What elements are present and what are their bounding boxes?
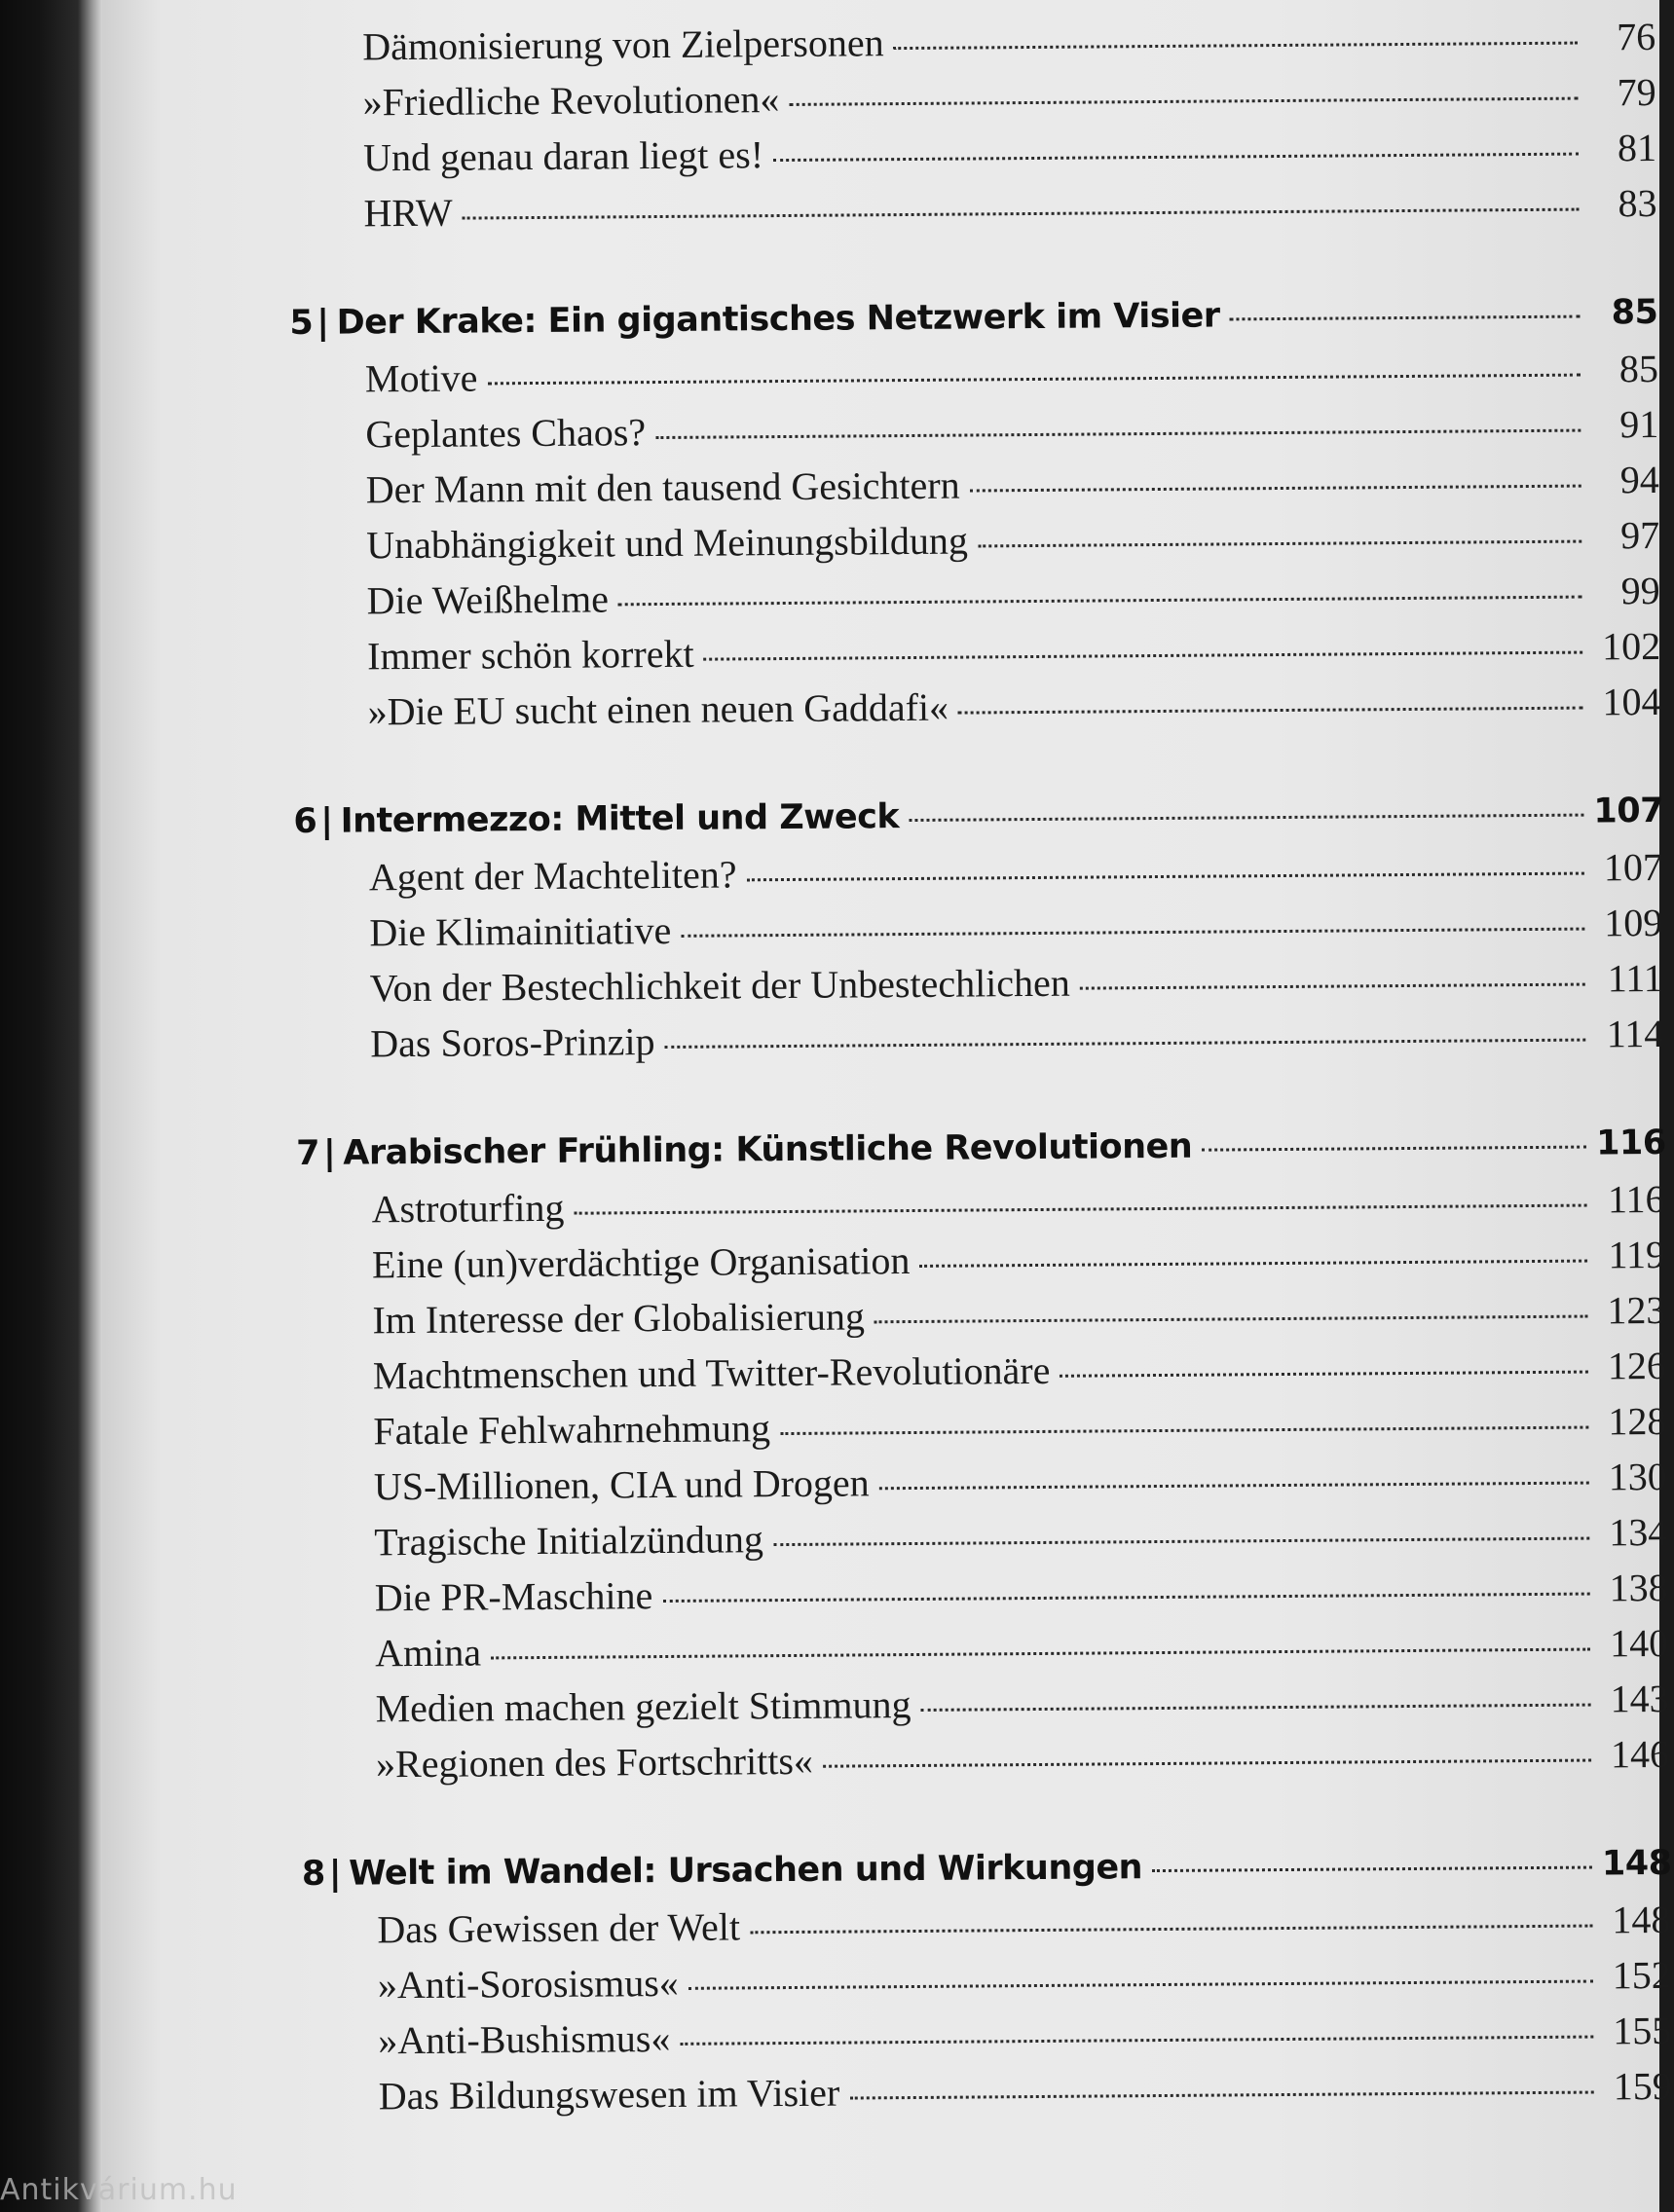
toc-entry-title: Dämonisierung von Zielpersonen <box>362 20 884 69</box>
chapter-title: Der Krake: Ein gigantisches Netzwerk im Visier <box>336 296 1220 343</box>
chapter-number: 5 <box>289 303 314 343</box>
toc-entry-page: 123 <box>1607 1287 1666 1333</box>
dot-leader <box>704 651 1583 661</box>
dot-leader <box>773 1537 1589 1547</box>
toc-entry-page: 107 <box>1603 844 1663 890</box>
toc-entry-title: US-Millionen, CIA und Drogen <box>373 1460 870 1509</box>
toc-entry-page: 97 <box>1620 512 1660 558</box>
toc-entry-page: 148 <box>1612 1897 1671 1942</box>
dot-leader <box>909 814 1583 822</box>
dot-leader <box>874 1315 1588 1324</box>
dot-leader <box>1230 315 1581 321</box>
toc-entry-page: 114 <box>1606 1011 1664 1056</box>
toc-entry-title: »Die EU sucht einen neuen Gaddafi« <box>367 684 949 734</box>
dot-leader <box>681 928 1584 938</box>
toc-entry-page: 126 <box>1607 1343 1667 1388</box>
toc-entry <box>288 175 1656 241</box>
chapter-page: 107 <box>1593 791 1664 831</box>
toc-entry-page: 146 <box>1610 1731 1670 1777</box>
book-page <box>102 0 1672 2212</box>
dot-leader <box>978 540 1581 548</box>
toc-entry-title: Der Mann mit den tausend Gesichtern <box>365 462 960 512</box>
toc-entry-page: 85 <box>1618 346 1659 391</box>
toc-entry-page: 116 <box>1607 1176 1665 1222</box>
dot-leader <box>921 1704 1591 1712</box>
toc-entry-title: Geplantes Chaos? <box>365 410 647 457</box>
toc-entry-title: Eine (un)verdächtige Organisation <box>371 1238 911 1287</box>
toc-entry-page: 81 <box>1617 125 1657 170</box>
toc-entry-title: »Friedliche Revolutionen« <box>362 77 780 125</box>
toc-entry-page: 91 <box>1619 401 1659 447</box>
toc-entry-page: 83 <box>1618 180 1657 226</box>
toc-entry-page: 99 <box>1620 568 1660 613</box>
dot-leader <box>655 429 1581 439</box>
dot-leader <box>789 97 1578 106</box>
toc-entry-title: Im Interesse der Globalisierung <box>372 1294 866 1343</box>
dot-leader <box>780 1426 1588 1436</box>
toc-entry-page: 130 <box>1608 1454 1667 1499</box>
dot-leader <box>879 1482 1589 1491</box>
toc-entry-title: Immer schön korrekt <box>366 631 694 679</box>
chapter-number: 8 <box>301 1854 325 1894</box>
toc-entry-page: 76 <box>1617 14 1656 59</box>
toc-entry-title: Motive <box>364 355 478 401</box>
toc-entry-page: 138 <box>1609 1565 1668 1610</box>
dot-leader <box>1080 983 1585 990</box>
toc-entry-page: 94 <box>1619 457 1659 502</box>
toc-entry-title: Das Soros-Prinzip <box>370 1019 655 1066</box>
toc-entry-title: Die PR-Maschine <box>374 1573 653 1620</box>
chapter-separator: | <box>320 801 333 841</box>
dot-leader <box>849 2091 1593 2100</box>
toc-entry <box>295 1006 1663 1072</box>
chapter-number: 7 <box>295 1133 320 1173</box>
dot-leader <box>1202 1146 1586 1152</box>
toc-entry-title: Unabhängigkeit und Meinungsbildung <box>366 518 969 568</box>
chapter-separator: | <box>328 1854 342 1894</box>
toc-entry <box>304 2058 1672 2124</box>
toc-entry-title: Und genau daran liegt es! <box>362 132 764 180</box>
toc-entry-page: 79 <box>1617 69 1656 115</box>
toc-entry-title: Von der Bestechlichkeit der Unbestechlichen <box>369 960 1071 1011</box>
chapter-page: 85 <box>1611 292 1658 333</box>
dot-leader <box>823 1759 1591 1768</box>
dot-leader <box>463 208 1580 220</box>
dot-leader <box>618 596 1582 607</box>
toc-entry-title: »Regionen des Fortschritts« <box>375 1738 814 1787</box>
dot-leader <box>574 1204 1586 1215</box>
toc-entry-page: 109 <box>1604 900 1663 945</box>
dot-leader <box>688 1980 1593 1990</box>
chapter-separator: | <box>322 1133 336 1173</box>
chapter-title: Welt im Wandel: Ursachen und Wirkungen <box>348 1848 1143 1894</box>
toc-entry-page: 143 <box>1610 1676 1669 1721</box>
toc-entry-page: 111 <box>1607 955 1663 1001</box>
toc-entry-title: Medien machen gezielt Stimmung <box>375 1682 911 1731</box>
dot-leader <box>491 1648 1590 1660</box>
toc-entry-title: Amina <box>375 1630 482 1676</box>
toc-entry-page: 155 <box>1613 2008 1672 2053</box>
toc-entry-page: 119 <box>1608 1232 1666 1277</box>
chapter-separator: | <box>316 303 329 343</box>
dot-leader <box>1152 1866 1592 1873</box>
dot-leader <box>894 42 1579 51</box>
chapter-page: 148 <box>1601 1843 1672 1884</box>
dot-leader <box>665 1039 1586 1049</box>
toc-entry-title: Fatale Fehlwahrnehmung <box>373 1406 771 1454</box>
chapter-page: 116 <box>1595 1123 1666 1163</box>
chapter-title: Intermezzo: Mittel und Zweck <box>340 797 900 841</box>
chapter-title: Arabischer Frühling: Künstliche Revolutionen <box>343 1126 1193 1173</box>
toc-entry-page: 104 <box>1602 679 1661 724</box>
toc-entry-page: 140 <box>1609 1620 1669 1666</box>
dot-leader <box>487 374 1580 386</box>
toc-entry-title: Das Gewissen der Welt <box>377 1904 741 1952</box>
dot-leader <box>773 153 1579 162</box>
toc-entry-page: 128 <box>1608 1398 1667 1444</box>
toc-entry-title: Die Weißhelme <box>366 576 610 623</box>
dot-leader <box>680 2036 1593 2046</box>
toc-entry-title: »Anti-Bushismus« <box>378 2015 671 2063</box>
toc-entry-title: Agent der Machteliten? <box>368 852 737 900</box>
dot-leader <box>750 1925 1592 1935</box>
dot-leader <box>1060 1371 1588 1378</box>
toc-entry-title: HRW <box>363 190 453 236</box>
toc-entry-page: 102 <box>1601 623 1661 669</box>
toc-entry-title: Das Bildungswesen im Visier <box>378 2070 840 2119</box>
toc-entry-page: 159 <box>1613 2063 1672 2109</box>
toc-entry-title: Die Klimainitiative <box>369 907 672 955</box>
watermark-text: Antikvárium.hu <box>0 2173 238 2207</box>
dot-leader <box>747 872 1584 882</box>
table-of-contents <box>287 9 1672 2124</box>
dot-leader <box>919 1260 1587 1268</box>
toc-entry-title: Tragische Initialzündung <box>374 1517 764 1565</box>
toc-entry-title: »Anti-Sorosismus« <box>377 1960 679 2008</box>
dot-leader <box>970 485 1581 493</box>
chapter-number: 6 <box>293 801 317 841</box>
dot-leader <box>958 707 1583 715</box>
toc-entry-title: Astroturfing <box>371 1185 565 1232</box>
toc-entry-page: 152 <box>1612 1952 1671 1998</box>
toc-entry-title: Machtmenschen und Twitter-Revolutionäre <box>372 1347 1051 1398</box>
toc-entry <box>292 674 1660 740</box>
book-spine-shadow <box>0 0 102 2212</box>
toc-entry-page: 134 <box>1609 1509 1668 1555</box>
toc-entry <box>301 1726 1669 1792</box>
dot-leader <box>662 1593 1589 1603</box>
